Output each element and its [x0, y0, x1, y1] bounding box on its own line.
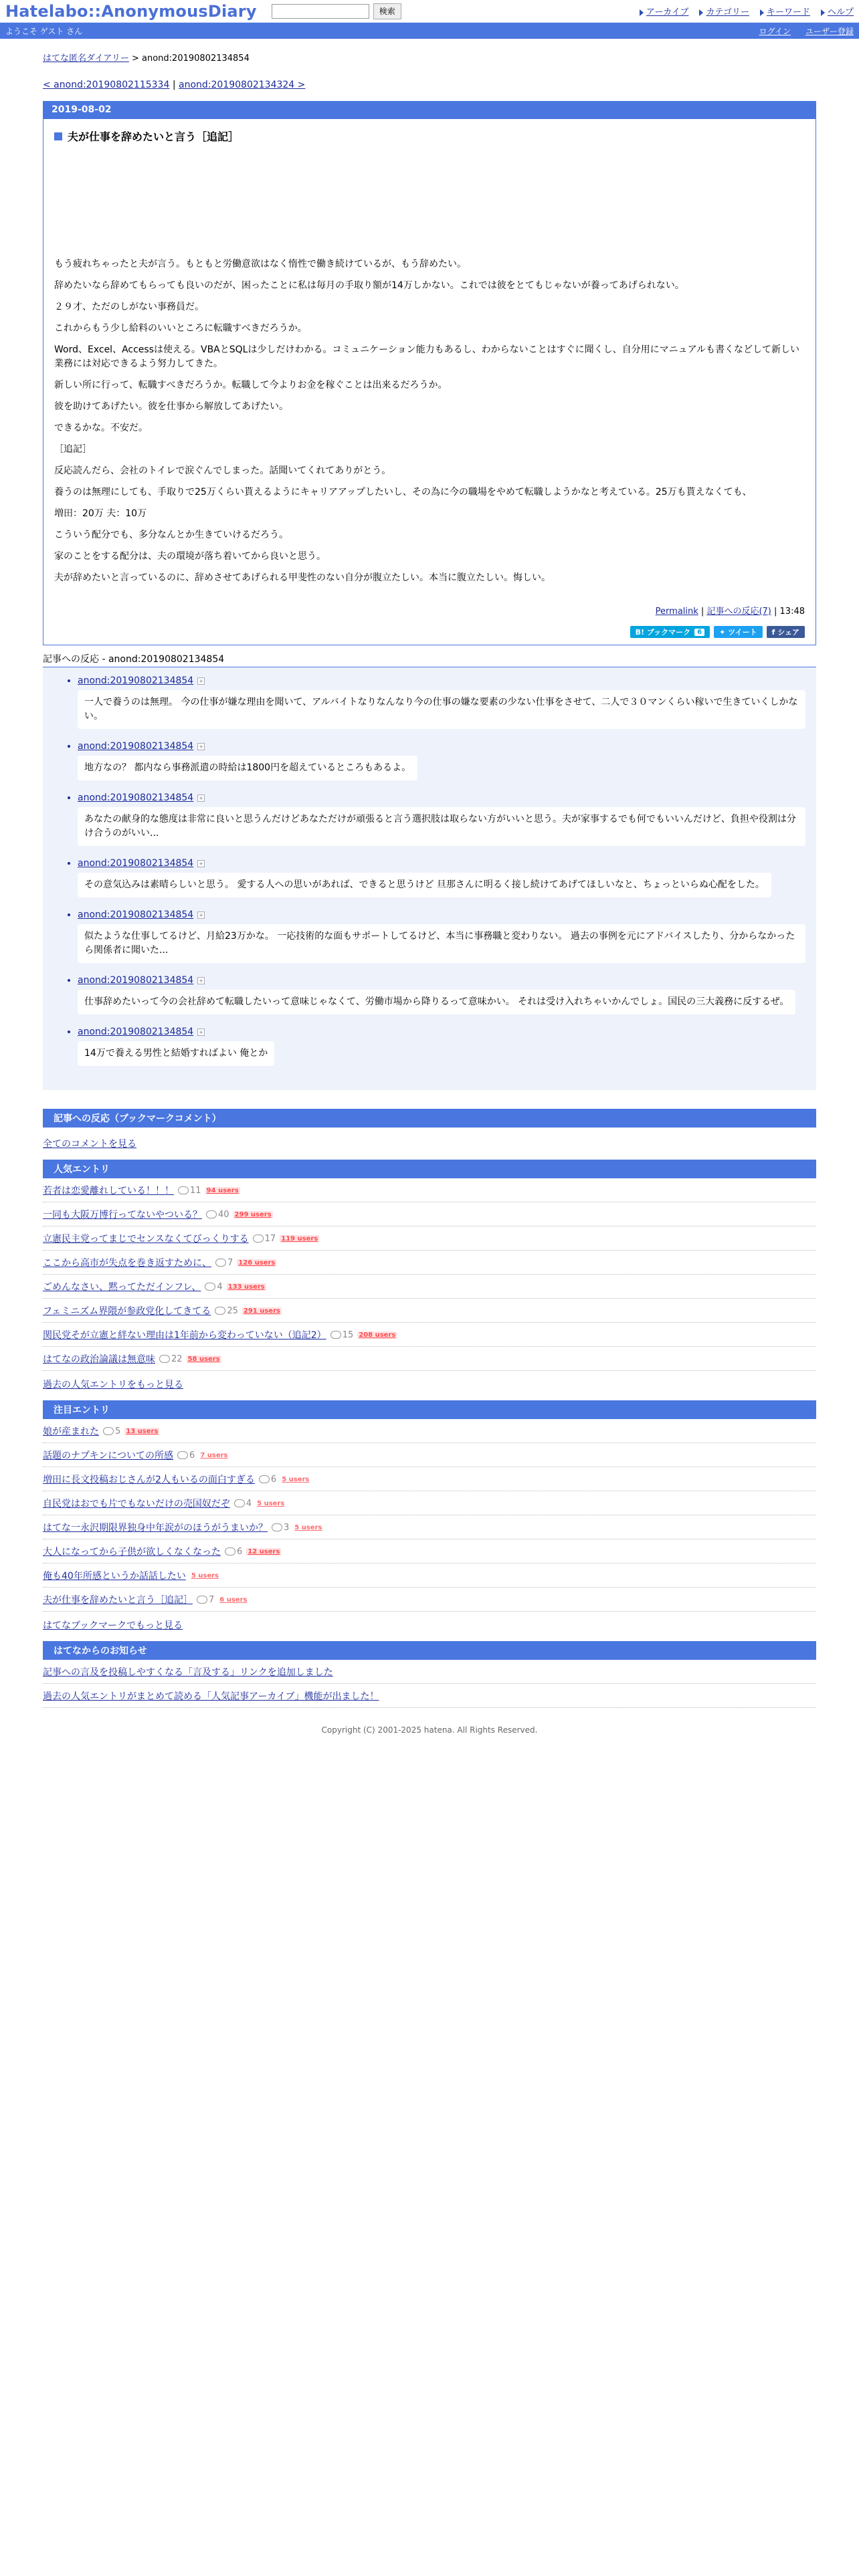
- bookmark-users[interactable]: 119 users: [281, 1235, 318, 1243]
- comment-bubble-icon: [205, 1283, 215, 1291]
- entry-paragraph: Word、Excel、Accessは使える。VBAとSQLは少しだけわかる。コミュニケーション能力もあるし、わからないことはすぐに聞くし、自分用にマニュアルも書くなどして新しい業務には対応できるよう努力してきた。: [54, 344, 800, 369]
- entry-paragraph: 夫が辞めたいと言っているのに、辞めさせてあげられる甲斐性のない自分が腹立たしい。本当に腹立たしい。悔しい。: [54, 572, 551, 583]
- more-featured-link[interactable]: はてなブックマークでもっと見る: [43, 1620, 183, 1631]
- notice-link[interactable]: 過去の人気エントリがまとめて読める「人気記事アーカイブ」機能が出ました！: [43, 1691, 379, 1702]
- bookmark-users[interactable]: 7 users: [200, 1451, 228, 1459]
- list-item: [43, 1564, 816, 1588]
- share-buttons: [54, 626, 805, 638]
- reaction-link[interactable]: anond:20190802134854: [78, 675, 194, 686]
- bookmark-users[interactable]: 5 users: [294, 1523, 322, 1531]
- bookmark-users[interactable]: 5 users: [257, 1499, 285, 1507]
- search-button[interactable]: 検索: [373, 3, 401, 19]
- reaction-item: [78, 675, 805, 729]
- reaction-item: [78, 909, 805, 963]
- reaction-link[interactable]: anond:20190802134854: [78, 741, 194, 752]
- featured-entries-list: [43, 1419, 816, 1612]
- expand-icon[interactable]: +: [197, 794, 205, 802]
- comment-count: 22: [159, 1354, 183, 1364]
- comment-bubble-icon: [215, 1307, 225, 1315]
- entry-link[interactable]: フェミニズム界隈が参政党化してきてる: [43, 1306, 211, 1317]
- entry-paragraph: 新しい所に行って、転職すべきだろうか。転職して今よりお金を稼ぐことは出来るだろうか。: [54, 380, 448, 391]
- list-item: [43, 1539, 816, 1564]
- reaction-text: 仕事辞めたいって今の会社辞めて転職したいって意味じゃなくて、労働市場から降りるって意味かい。 それは受け入れちゃいかんでしょ。国民の三大義務に反するぜ。: [78, 990, 795, 1014]
- bookmark-users[interactable]: 299 users: [234, 1210, 272, 1218]
- nav-category[interactable]: カテゴリー: [699, 5, 749, 17]
- comment-bubble-icon: [178, 1186, 189, 1194]
- comment-bubble-icon: [197, 1596, 207, 1604]
- reaction-item: [78, 1027, 805, 1066]
- entry-paragraph: ２９才、ただのしがない事務員だ。: [54, 302, 204, 312]
- entry-paragraph: 反応読んだら、会社のトイレで涙ぐんでしまった。話聞いてくれてありがとう。: [54, 465, 391, 476]
- comment-bubble-icon: [259, 1475, 270, 1483]
- reactions-link[interactable]: 記事への反応(7): [706, 607, 771, 617]
- comment-count: 6: [259, 1475, 276, 1485]
- comment-count: 11: [178, 1186, 201, 1196]
- entry-link[interactable]: 立憲民主党ってまじでセンスなくてびっくりする: [43, 1234, 249, 1245]
- bookmark-users[interactable]: 58 users: [187, 1355, 220, 1363]
- entry-paragraph: できるかな。不安だ。: [54, 423, 148, 433]
- permalink[interactable]: Permalink: [655, 607, 698, 617]
- welcome-text: ようこそ ゲスト さん: [5, 26, 83, 36]
- bookmark-users[interactable]: 5 users: [282, 1475, 310, 1483]
- triangle-right-icon: [640, 9, 644, 16]
- list-item: [43, 1323, 816, 1347]
- register-link[interactable]: ユーザー登録: [805, 26, 854, 36]
- comment-bubble-icon: [206, 1210, 217, 1218]
- reaction-link[interactable]: anond:20190802134854: [78, 909, 194, 920]
- entry-link[interactable]: はてなの政治論議は無意味: [43, 1354, 155, 1365]
- reaction-link[interactable]: anond:20190802134854: [78, 1027, 194, 1037]
- list-item: [43, 1588, 816, 1612]
- login-link[interactable]: ログイン: [759, 26, 791, 36]
- comment-bubble-icon: [215, 1259, 226, 1267]
- comment-bubble-icon: [177, 1451, 188, 1459]
- comment-count: 6: [225, 1547, 242, 1557]
- comment-count: 3: [272, 1523, 289, 1533]
- entry-title: 夫が仕事を辞めたいと言う［追記］: [54, 128, 805, 144]
- list-item: [43, 1419, 816, 1443]
- notices-heading: はてなからのお知らせ: [43, 1641, 816, 1660]
- hatena-bookmark-icon: B!: [635, 627, 647, 637]
- expand-icon[interactable]: +: [197, 1029, 205, 1036]
- nav-help[interactable]: ヘルプ: [821, 5, 854, 17]
- bookmark-users[interactable]: 13 users: [126, 1427, 159, 1435]
- entry-paragraph: 辞めたいなら辞めてもらっても良いのだが、困ったことに私は毎月の手取り額が14万しかない。これでは彼をとてもじゃないが養ってあげられない。: [54, 280, 684, 291]
- comment-bubble-icon: [234, 1499, 245, 1507]
- twitter-icon: ✦: [719, 627, 729, 637]
- list-item: [43, 1347, 816, 1371]
- entry-date: 2019-08-02: [43, 102, 816, 119]
- reaction-link[interactable]: anond:20190802134854: [78, 858, 194, 869]
- more-popular-link[interactable]: 過去の人気エントリをもっと見る: [43, 1380, 183, 1390]
- comment-count: 25: [215, 1306, 238, 1316]
- bookmark-count: 6: [694, 629, 704, 636]
- bookmark-users[interactable]: 5 users: [191, 1572, 219, 1580]
- entry-paragraph: 家のことをする配分は、夫の環境が落ち着いてから良いと思う。: [54, 551, 326, 562]
- bookmark-users[interactable]: 291 users: [243, 1307, 280, 1315]
- top-nav: [640, 5, 854, 17]
- expand-icon[interactable]: +: [197, 677, 205, 685]
- list-item: [43, 1491, 816, 1515]
- diary-entry: [43, 101, 816, 645]
- bookmark-comments-heading: 記事への反応（ブックマークコメント）: [43, 1109, 816, 1128]
- comment-bubble-icon: [225, 1547, 235, 1555]
- list-item: [43, 1684, 816, 1708]
- comment-count: 7: [197, 1595, 214, 1605]
- expand-icon[interactable]: +: [197, 911, 205, 919]
- entry-link[interactable]: 大人になってから子供が欲しくなくなった: [43, 1547, 221, 1558]
- hatena-bookmark-button[interactable]: B! ブックマーク 6: [630, 626, 710, 638]
- entry-time: 13:48: [779, 607, 805, 617]
- reaction-text: 一人で養うのは無理。 今の仕事が嫌な理由を聞いて、アルバイトなりなんなり今の仕事の嫌な要素の少ない仕事をさせて、二人で３０マンくらい稼いで生きていくしかない。: [78, 690, 805, 729]
- reaction-text: 似たような仕事してるけど、月給23万かな。 一応技術的な面もサポートしてるけど、本当に事務職と変わりない。 過去の事例を元にアドバイスしたり、分からなかったら関係者に聞いた...: [78, 924, 805, 963]
- bookmark-users[interactable]: 133 users: [227, 1283, 265, 1291]
- entry-paragraph: 彼を助けてあげたい。彼を仕事から解放してあげたい。: [54, 401, 288, 412]
- next-entry-link[interactable]: anond:20190802134324 >: [179, 80, 306, 90]
- entry-link[interactable]: 若者は恋愛離れしている！！！: [43, 1186, 174, 1196]
- entry-link[interactable]: 自民党はおでも片でもないだけの売国奴だぞ: [43, 1499, 230, 1509]
- entry-footer: Permalink | 記事への反応(7) | 13:48: [655, 607, 805, 617]
- reaction-link[interactable]: anond:20190802134854: [78, 975, 194, 986]
- prev-next-nav: < anond:20190802115334 | anond:20190802134324 >: [43, 80, 306, 90]
- notice-link[interactable]: 記事への言及を投稿しやすくなる「言及する」リンクを追加しました: [43, 1667, 333, 1678]
- ad-space: [54, 150, 805, 257]
- triangle-right-icon: [699, 9, 703, 16]
- comment-count: 6: [177, 1451, 195, 1461]
- comment-bubble-icon: [159, 1355, 170, 1363]
- comment-bubble-icon: [272, 1523, 282, 1531]
- entry-link[interactable]: 一同も大阪万博行ってないやついる？: [43, 1210, 202, 1220]
- search-input[interactable]: [272, 4, 369, 19]
- comment-count: 17: [253, 1234, 276, 1244]
- tweet-button[interactable]: ✦ ツイート: [714, 626, 763, 638]
- reaction-item: [78, 975, 805, 1014]
- list-item: [43, 1515, 816, 1539]
- list-item: [43, 1275, 816, 1299]
- popular-entries-heading: 人気エントリ: [43, 1160, 816, 1178]
- entry-link[interactable]: ここから高市が失点を巻き返すために、: [43, 1258, 211, 1269]
- reaction-item: [78, 741, 805, 780]
- expand-icon[interactable]: +: [197, 743, 205, 750]
- reactions-heading: 記事への反応 - anond:20190802134854: [43, 652, 816, 667]
- entry-link[interactable]: 俺も40年所感というか話話したい: [43, 1571, 186, 1582]
- all-comments-link[interactable]: 全てのコメントを見る: [43, 1139, 136, 1150]
- popular-entries-list: [43, 1178, 816, 1371]
- breadcrumb-current: anond:20190802134854: [142, 53, 250, 64]
- reaction-item: [78, 858, 805, 897]
- entry-link[interactable]: はてな一永沢期限界独身中年涙がのほうがうまいか？: [43, 1523, 268, 1533]
- expand-icon[interactable]: +: [197, 977, 205, 984]
- title-square-icon: [54, 132, 62, 140]
- site-logo[interactable]: Hatelabo::AnonymousDiary: [5, 1, 257, 21]
- entry-paragraph: 養うのは無理にしても、手取りで25万くらい貰えるようにキャリアアップしたいし、その為に今の職場をやめて転職しようかなと考えている。25万も貰えなくても、: [54, 487, 752, 498]
- entry-link[interactable]: 娘が産まれた: [43, 1426, 99, 1437]
- entry-paragraph: こういう配分でも、多分なんとか生きていけるだろう。: [54, 530, 288, 540]
- breadcrumb-home[interactable]: はてな匿名ダイアリー: [43, 53, 129, 64]
- reaction-text: その意気込みは素晴らしいと思う。 愛する人への思いがあれば、できると思うけど 旦那さんに明るく接し続けてあげてほしいなと、ちょっといらぬ心配をした。: [78, 873, 771, 897]
- comment-bubble-icon: [103, 1427, 114, 1435]
- comment-count: 4: [205, 1282, 222, 1292]
- entry-link[interactable]: ごめんなさい、黙ってただインフレ、: [43, 1282, 201, 1293]
- footer-copyright: Copyright (C) 2001-2025 hatena. All Rights Reserved.: [321, 1725, 538, 1735]
- entry-paragraph: 増田：20万 夫：10万: [54, 508, 147, 519]
- nav-archive[interactable]: アーカイブ: [640, 5, 689, 17]
- main-content: [43, 39, 816, 1735]
- prev-entry-link[interactable]: < anond:20190802115334: [43, 80, 170, 90]
- list-item: [43, 1178, 816, 1202]
- bookmark-users[interactable]: 6 users: [219, 1596, 248, 1604]
- notices-list: [43, 1660, 816, 1708]
- reaction-text: 14万で養える男性と結婚すればよい 俺とか: [78, 1041, 274, 1066]
- comment-bubble-icon: [253, 1235, 264, 1243]
- entry-paragraph: ［追記］: [54, 444, 92, 455]
- breadcrumb: はてな匿名ダイアリー > anond:20190802134854: [43, 53, 250, 64]
- reactions-list: [43, 667, 816, 1090]
- list-item: [43, 1443, 816, 1467]
- facebook-share-button[interactable]: f シェア: [767, 626, 805, 638]
- comment-count: 5: [103, 1426, 120, 1436]
- list-item: [43, 1467, 816, 1491]
- bookmark-users[interactable]: 12 users: [248, 1547, 280, 1555]
- triangle-right-icon: [760, 9, 764, 16]
- reaction-text: 地方なの？ 都内なら事務派遣の時給は1800円を超えているところもあるよ。: [78, 756, 417, 780]
- entry-body: [54, 257, 805, 585]
- user-bar: [0, 23, 859, 39]
- bookmark-users[interactable]: 208 users: [359, 1331, 396, 1339]
- list-item: [43, 1660, 816, 1684]
- comment-bubble-icon: [330, 1331, 341, 1339]
- reaction-text: あなたの献身的な態度は非常に良いと思うんだけどあなただけが頑張ると言う選択肢は取らない方がいいと思う。夫が家事するでも何でもいいんだけど、負担や役割は分け合うのがいい...: [78, 807, 805, 846]
- comment-count: 7: [215, 1258, 233, 1268]
- facebook-icon: f: [771, 627, 778, 637]
- list-item: [43, 1202, 816, 1226]
- entry-link[interactable]: 関民党そが立憲と絆ない理由は1年前から変わっていない（追記2）: [43, 1330, 326, 1341]
- list-item: [43, 1299, 816, 1323]
- comment-count: 40: [206, 1210, 229, 1220]
- entry-paragraph: これからもう少し給料のいいところに転職すべきだろうか。: [54, 323, 307, 334]
- entry-paragraph: もう疲れちゃったと夫が言う。もともと労働意欲はなく惰性で働き続けているが、もう辞めたい。: [54, 259, 466, 270]
- list-item: [43, 1226, 816, 1251]
- list-item: [43, 1251, 816, 1275]
- entry-link[interactable]: 増田に長文投稿おじさんが2人もいるの面白すぎる: [43, 1475, 255, 1485]
- bookmark-users[interactable]: 126 users: [238, 1259, 276, 1267]
- comment-count: 15: [330, 1330, 354, 1340]
- bookmark-users[interactable]: 94 users: [206, 1186, 239, 1194]
- expand-icon[interactable]: +: [197, 860, 205, 867]
- top-header: [0, 0, 859, 23]
- reaction-item: [78, 792, 805, 846]
- entry-link[interactable]: 夫が仕事を辞めたいと言う［追記］: [43, 1595, 193, 1606]
- featured-entries-heading: 注目エントリ: [43, 1400, 816, 1419]
- reaction-link[interactable]: anond:20190802134854: [78, 792, 194, 803]
- entry-link[interactable]: 話題のナプキンについての所感: [43, 1451, 174, 1461]
- triangle-right-icon: [821, 9, 825, 16]
- comment-count: 4: [234, 1499, 252, 1509]
- nav-keyword[interactable]: キーワード: [760, 5, 810, 17]
